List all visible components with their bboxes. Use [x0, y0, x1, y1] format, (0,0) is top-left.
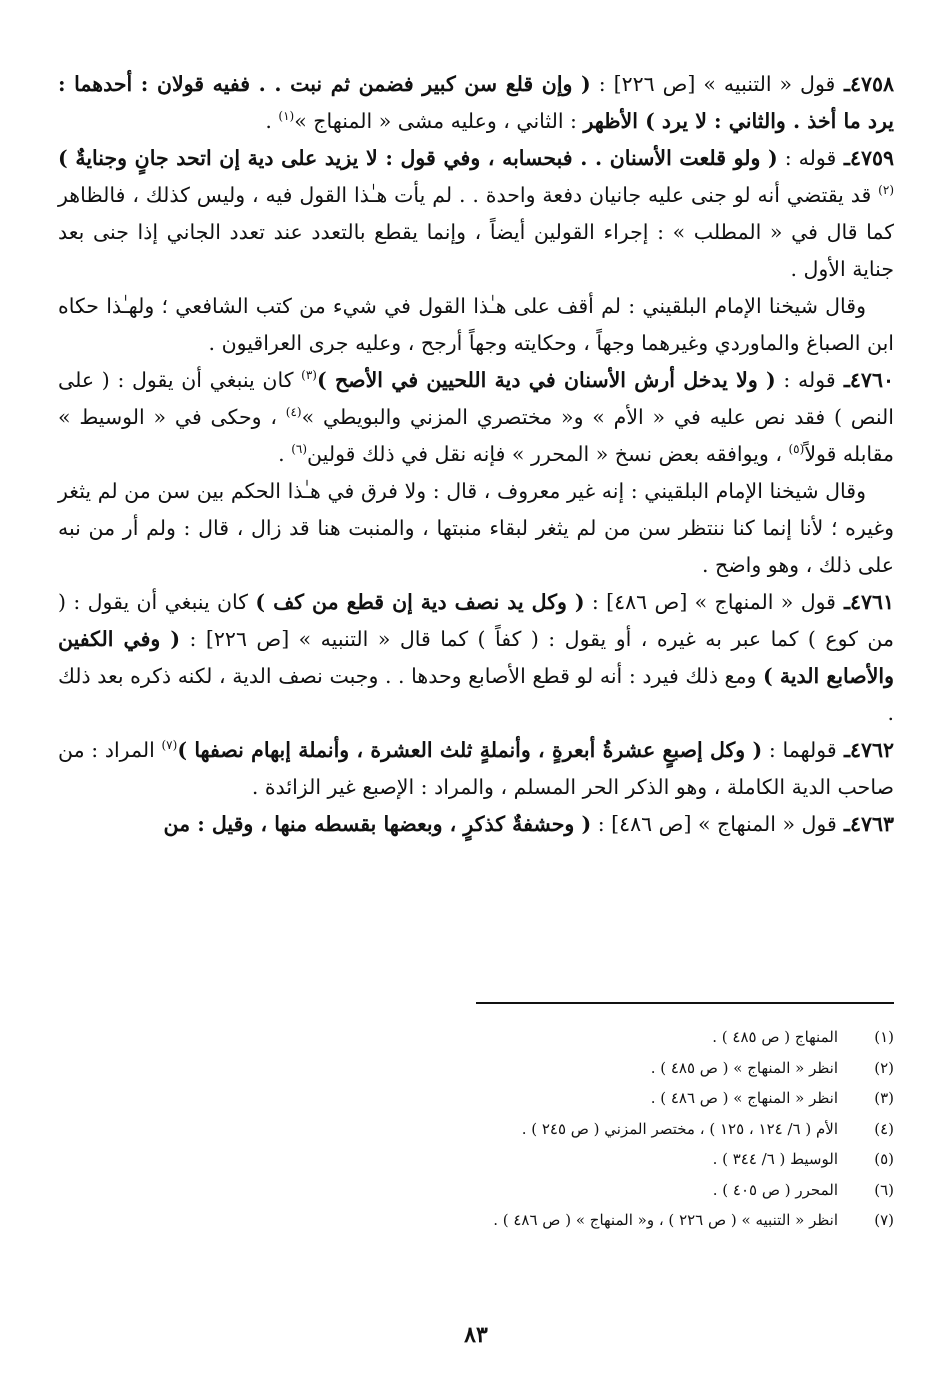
paragraph-p4759b: [58, 288, 894, 362]
footnote: [58, 1053, 894, 1084]
footnote-separator: [476, 1002, 894, 1004]
footnote-ref: (٢): [878, 183, 894, 198]
text-run: قول « المنهاج » [ص ٤٨٦] :: [591, 812, 837, 836]
bold-text: ( ولو قلعت الأسنان . . فبحسابه ، وفي قول : لا يزيد على دية إن اتحد جانٍ وجنايةٌ ): [58, 146, 778, 170]
footnote-ref: (٦): [291, 442, 308, 457]
footnote-number: (٢): [874, 1058, 894, 1077]
bold-text: ( وحشفةٌ كذكرٍ ، وبعضها بقسطه منها ، وقيل : من: [163, 812, 592, 836]
text-run: وقال شيخنا الإمام البلقيني : إنه غير معروف ، قال : ولا فرق في هـٰذا الحكم بين سن من لم يثغر وغيره ؛ لأنا إنما كنا ننتظر سن من لم يثغر لبقاء منبتها ، والمنبت هنا قد زال ، قال : ولم أر من نبه على ذلك ، وهو واضح .: [58, 479, 894, 577]
bold-text: ٤٧٥٩ـ: [836, 146, 894, 170]
footnote-ref: (٧): [161, 738, 178, 753]
text-run: المراد : من صاحب الدية الكاملة ، وهو الذكر الحر المسلم ، والمراد : الإصبع غير الزائدة .: [58, 738, 894, 799]
text-run: ومع ذلك فيرد : أنه لو قطع الأصابع وحدها . . وجبت نصف الدية ، لكنه ذكره بعد ذلك .: [58, 664, 894, 725]
footnote-number: (٤): [874, 1119, 894, 1138]
text-run: .: [278, 442, 292, 466]
text-run: قد يقتضي أنه لو جنى عليه جانيان دفعة واحدة . . لم يأت هـٰذا القول فيه ، وليس كذلك ، فالظاهر كما قال في « المطلب » : إجراء القولين أيضاً ، وإنما يقطع بالتعدد عند تعدد الجاني إذا جنى بعد جناية الأول .: [58, 183, 894, 281]
bold-text: ( وإن قلع سن كبير فضمن ثم نبت . . ففيه قولان : أحدهما : يرد ما أخذ . والثاني : لا يرد ) الأظهر: [58, 72, 894, 133]
text-run: كان ينبغي أن يقول : ( على النص ) فقد نص عليه في « الأم » و« مختصري المزني والبويطي »: [58, 368, 894, 429]
bold-text: ٤٧٦٠ـ: [835, 368, 894, 392]
footnote-text: الأم ( ٦/ ١٢٤ ، ١٢٥ ) ، مختصر المزني ( ص ٢٤٥ ) .: [521, 1119, 838, 1138]
text-run: قول « التنبيه » [ص ٢٢٦] :: [590, 72, 836, 96]
footnote-number: (٦): [874, 1180, 894, 1199]
paragraph-p4760: [58, 362, 894, 473]
footnote-text: انظر « المنهاج » ( ص ٤٨٥ ) .: [650, 1058, 838, 1077]
paragraph-p4762: [58, 732, 894, 806]
text-run: .: [265, 109, 279, 133]
footnote-number: (٧): [874, 1211, 894, 1229]
footnote-text: المنهاج ( ص ٤٨٥ ) .: [712, 1028, 838, 1046]
text-run: : الثاني ، وعليه مشى « المنهاج »: [294, 109, 584, 133]
footnote-text: انظر « المنهاج » ( ص ٤٨٦ ) .: [650, 1089, 838, 1107]
text-run: كان ينبغي أن يقول : ( من كوع ) كما عبر به غيره ، أو يقول : ( كفاً ) كما قال « التنبيه » [ص ٢٢٦] :: [58, 590, 895, 651]
text-run: وقال شيخنا الإمام البلقيني : لم أقف على هـٰذا القول في شيء من كتب الشافعي ؛ ولهـٰذا حكاه ابن الصباغ والماوردي وغيرهما وجهاً ، وحكايته وجهاً أرجح ، وعليه جرى العراقيون .: [58, 294, 894, 355]
bold-text: ٤٧٥٨ـ: [835, 72, 894, 96]
bold-text: ( ولا يدخل أرش الأسنان في دية اللحيين في الأصح ): [316, 368, 776, 392]
page-number: ٨٣: [464, 1322, 488, 1348]
bold-text: ٤٧٦٢ـ: [836, 738, 894, 762]
footnote: [58, 1175, 894, 1206]
paragraph-p4763: [58, 806, 894, 843]
bold-text: ( وكل إصبعٍ عشرةُ أبعرةٍ ، وأنملةٍ ثلث العشرة ، وأنملة إبهام نصفها ): [177, 738, 763, 762]
footnote: [58, 1205, 894, 1236]
bold-text: ( وفي الكفين والأصابع الدية ): [58, 627, 894, 688]
paragraph-p4758: [58, 66, 894, 140]
footnote-text: الوسيط ( ٦/ ٣٤٤ ) .: [712, 1150, 838, 1168]
paragraph-p4760b: [58, 473, 894, 584]
footnote: [58, 1144, 894, 1175]
footnote-ref: (٣): [301, 368, 317, 383]
footnote-number: (١): [874, 1028, 894, 1046]
text-run: قوله :: [775, 368, 836, 392]
bold-text: ٤٧٦٣ـ: [836, 812, 894, 836]
text-run: قول « المنهاج » [ص ٤٨٦] :: [584, 590, 836, 614]
text-run: قولهما :: [762, 738, 837, 762]
footnote: [58, 1022, 894, 1053]
text-run: قوله :: [777, 146, 837, 170]
footnote-number: (٥): [874, 1150, 894, 1168]
bold-text: ٤٧٦١ـ: [835, 590, 895, 614]
footnote-text: انظر « التنبيه » ( ص ٢٢٦ ) ، و« المنهاج » ( ص ٤٨٦ ) .: [493, 1211, 838, 1229]
footnote-number: (٣): [874, 1089, 894, 1107]
footnote: [58, 1114, 894, 1145]
footnote-ref: (٤): [285, 405, 302, 420]
footnote: [58, 1083, 894, 1114]
footnote-ref: (٥): [788, 442, 805, 457]
footnote-ref: (١): [278, 109, 295, 124]
footnote-text: المحرر ( ص ٤٠٥ ) .: [712, 1180, 838, 1199]
text-run: ، ويوافقه بعض نسخ « المحرر » فإنه نقل في ذلك قولين: [307, 442, 789, 466]
paragraph-p4759: [58, 140, 894, 288]
text-run: ، وحكى في « الوسيط » مقابله قولاً: [58, 405, 894, 466]
paragraph-p4761: [58, 584, 894, 732]
footnotes: [58, 1022, 894, 1236]
main-text: [58, 66, 894, 843]
bold-text: ( وكل يد نصف دية إن قطع من كف ): [255, 590, 585, 614]
